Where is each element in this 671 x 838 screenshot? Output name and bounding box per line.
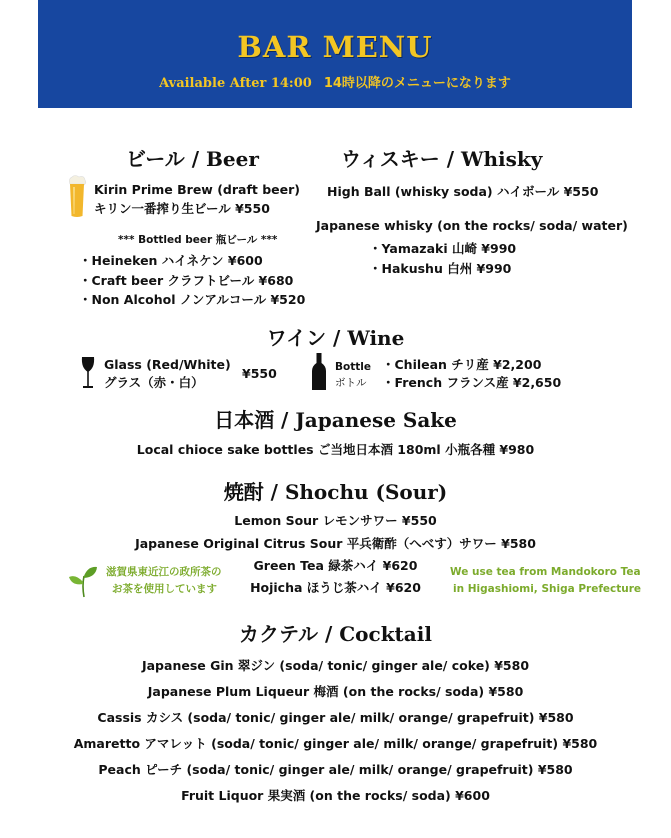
- wine-title-jp: ワイン /: [266, 326, 348, 350]
- beer-draft-jp: キリン一番搾り生ビール ¥550: [94, 201, 270, 216]
- cocktail-item: Japanese Gin 翠ジン (soda/ tonic/ ginger ale/ coke) ¥580: [141, 658, 530, 673]
- bottled-beer-item: ・Craft beer クラフトビール ¥680: [79, 273, 294, 288]
- cocktail-item: Fruit Liquor 果実酒 (on the rocks/ soda) ¥600: [181, 788, 490, 803]
- shochu-item: Japanese Original Citrus Sour 平兵衛酢（へべす）サワー ¥580: [135, 536, 536, 551]
- tea-note-jp-2: お茶を使用しています: [112, 583, 217, 595]
- menu-title: BAR MENU: [237, 30, 433, 64]
- whisky-item: ・Hakushu 白州 ¥990: [369, 261, 512, 276]
- wine-glass-en: Glass (Red/White): [104, 357, 231, 372]
- wine-bottle-jp: ボトル: [335, 377, 367, 389]
- japanese-whisky-heading: Japanese whisky (on the rocks/ soda/ water): [316, 218, 628, 233]
- cocktail-item: Peach ピーチ (soda/ tonic/ ginger ale/ milk/ orange/ grapefruit) ¥580: [98, 762, 573, 777]
- shochu-title-jp: 焼酎 /: [223, 480, 285, 504]
- sake-title-en: Japanese Sake: [295, 408, 457, 432]
- whisky-section-title: [341, 147, 542, 171]
- sake-title-jp: 日本酒 /: [214, 408, 296, 432]
- wine-bottle-item: ・Chilean チリ産 ¥2,200: [382, 357, 542, 372]
- shochu-title-en: Shochu (Sour): [284, 480, 448, 504]
- beer-glass-icon: [66, 174, 88, 220]
- cocktail-item: Amaretto アマレット (soda/ tonic/ ginger ale/ milk/ orange/ grapefruit) ¥580: [73, 736, 598, 751]
- cocktail-title-en: Cocktail: [339, 622, 432, 646]
- whisky-item: ・Yamazaki 山崎 ¥990: [369, 241, 517, 256]
- beer-draft-en: Kirin Prime Brew (draft beer): [94, 182, 301, 197]
- availability-jp: 14時以降のメニューになります: [323, 76, 511, 91]
- tea-note-en-2: in Higashiomi, Shiga Prefecture: [453, 583, 642, 595]
- wine-bottle-en: Bottle: [335, 361, 371, 373]
- wine-bottle-item: ・French フランス産 ¥2,650: [382, 375, 562, 390]
- availability-note: [38, 72, 632, 91]
- beer-section-title: [126, 147, 259, 171]
- wine-title-en: Wine: [347, 326, 405, 350]
- cocktail-item: Japanese Plum Liqueur 梅酒 (on the rocks/ soda) ¥580: [147, 684, 524, 699]
- wine-glass-price: ¥550: [242, 366, 277, 381]
- bottled-beer-heading: *** Bottled beer 瓶ビール ***: [118, 234, 278, 246]
- wine-glass-icon: [80, 356, 96, 390]
- whisky-title-en: Whisky: [461, 147, 543, 171]
- shochu-item: Green Tea 緑茶ハイ ¥620: [253, 558, 418, 573]
- bottled-beer-item: ・Non Alcohol ノンアルコール ¥520: [79, 292, 306, 307]
- wine-glass-jp: グラス（赤・白）: [104, 375, 204, 390]
- shochu-section-title: [0, 480, 671, 504]
- header-banner: [38, 0, 632, 108]
- cocktail-title-jp: カクテル /: [239, 622, 340, 646]
- wine-section-title: [0, 326, 671, 350]
- wine-bottle-icon: [311, 353, 327, 391]
- whisky-highball: High Ball (whisky soda) ハイボール ¥550: [327, 184, 599, 199]
- beer-title-en: Beer: [206, 147, 259, 171]
- cocktail-section-title: [0, 622, 671, 646]
- shochu-item: Lemon Sour レモンサワー ¥550: [234, 513, 437, 528]
- bottled-beer-item: ・Heineken ハイネケン ¥600: [79, 253, 263, 268]
- whisky-title-jp: ウィスキー /: [341, 147, 462, 171]
- shochu-item: Hojicha ほうじ茶ハイ ¥620: [250, 580, 421, 595]
- cocktail-item: Cassis カシス (soda/ tonic/ ginger ale/ milk/ orange/ grapefruit) ¥580: [97, 710, 574, 725]
- tea-note-jp-1: 滋賀県東近江の政所茶の: [106, 566, 222, 578]
- sake-section-title: [0, 408, 671, 432]
- availability-en: Available After 14:00: [159, 76, 312, 91]
- tea-leaf-icon: [68, 564, 100, 598]
- tea-note-en-1: We use tea from Mandokoro Tea: [450, 566, 641, 578]
- sake-item: Local chioce sake bottles ご当地日本酒 180ml 小瓶各種 ¥980: [136, 442, 535, 457]
- beer-title-jp: ビール /: [126, 147, 207, 171]
